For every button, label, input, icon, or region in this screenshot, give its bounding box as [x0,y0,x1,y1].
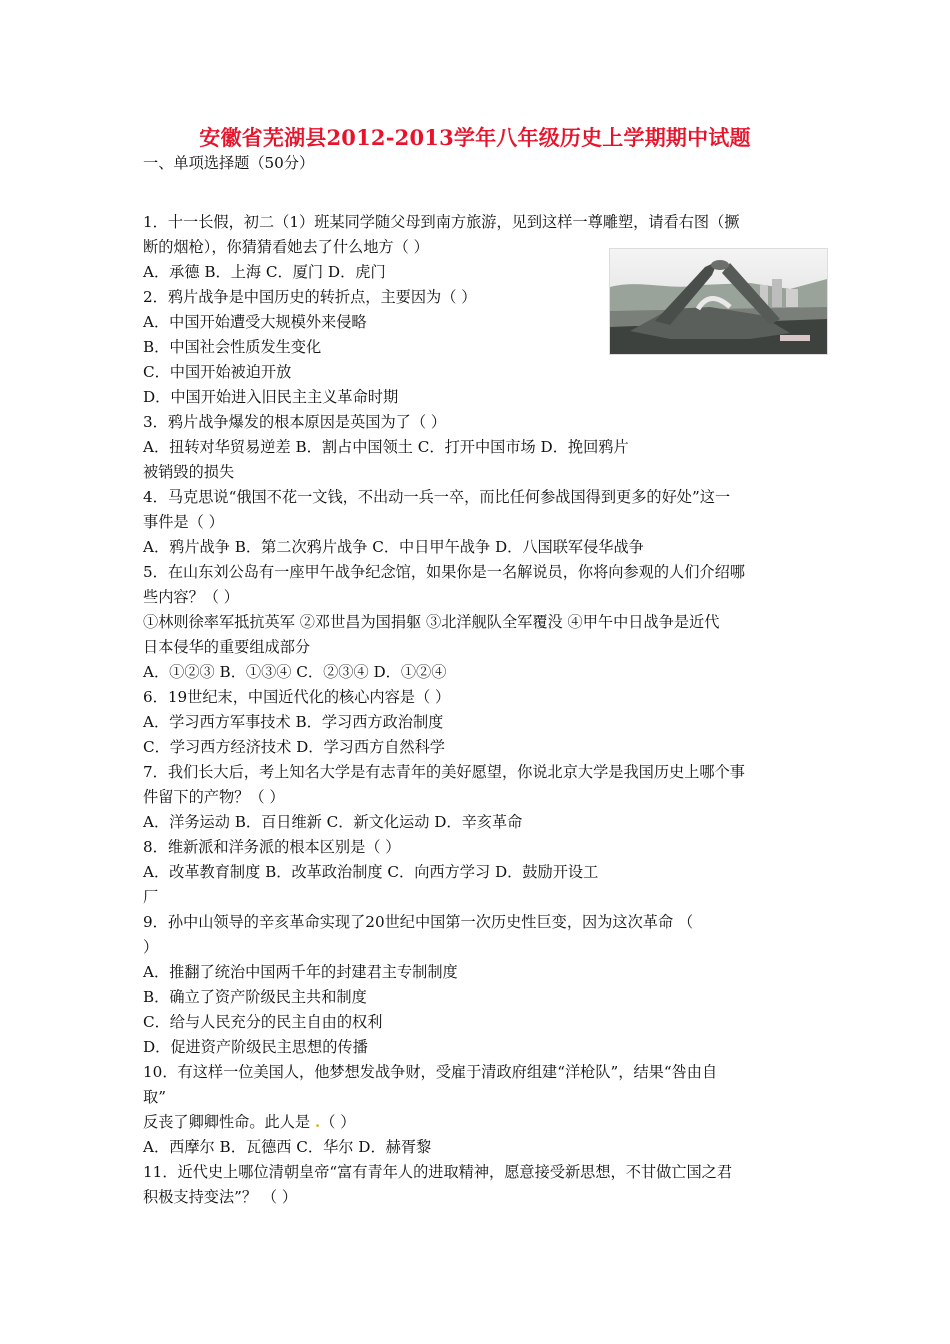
question-4-line-1: 4．马克思说“俄国不花一文钱，不出动一兵一卒，而比任何参战国得到更多的好处”这一 [143,488,731,506]
question-7-line-1: 7．我们长大后，考上知名大学是有志青年的美好愿望，你说北京大学是我国历史上哪个事 [143,763,745,781]
question-5-line-2: 些内容？（ ） [143,588,239,606]
question-8-options-cont: 厂 [143,888,159,906]
question-2-stem: 2．鸦片战争是中国历史的转折点，主要因为（ ） [143,288,477,306]
question-2-option-a: A．中国开始遭受大规模外来侵略 [143,313,367,331]
broken-opium-pipe-sculpture-photo [609,248,828,355]
question-10-line-2: 取” [143,1088,166,1106]
question-6-options-ab: A．学习西方军事技术 B．学习西方政治制度 [143,713,444,731]
question-5-items: ①林则徐率军抵抗英军 ②邓世昌为国捐躯 ③北洋舰队全军覆没 ④甲午中日战争是近代 [143,613,720,631]
question-2-option-c: C．中国开始被迫开放 [143,363,292,381]
question-9-option-b: B．确立了资产阶级民主共和制度 [143,988,367,1006]
question-10-options: A．西摩尔 B．瓦德西 C．华尔 D．赫胥黎 [143,1138,432,1156]
question-7-options: A．洋务运动 B．百日维新 C．新文化运动 D．辛亥革命 [143,813,523,831]
question-2-option-b: B．中国社会性质发生变化 [143,338,322,356]
question-9-option-c: C．给与人民充分的民主自由的权利 [143,1013,383,1031]
question-5-items-cont: 日本侵华的重要组成部分 [143,638,311,656]
question-10-answer-blank: （ ） [320,1113,356,1131]
question-7-line-2: 件留下的产物？（ ） [143,788,285,806]
question-3-options: A．扭转对华贸易逆差 B．割占中国领土 C．打开中国市场 D．挽回鸦片 [143,438,629,456]
question-10-line-3-text: 反丧了卿卿性命。此人是 [143,1113,315,1131]
question-11-line-1: 11．近代史上哪位清朝皇帝“富有青年人的进取精神，愿意接受新思想，不甘做亡国之君 [143,1163,733,1181]
stray-dot: . [314,1113,321,1131]
question-10-line-1: 10．有这样一位美国人，他梦想发战争财，受雇于清政府组建“洋枪队”，结果“咎由自 [143,1063,718,1081]
question-1-line-2: 断的烟枪），你猜猜看她去了什么地方（ ） [143,238,429,256]
section-heading: 一、单项选择题（50分） [143,154,315,172]
question-9-option-a: A．推翻了统治中国两千年的封建君主专制制度 [143,963,458,981]
question-9-line-1: 9．孙中山领导的辛亥革命实现了20世纪中国第一次历史性巨变，因为这次革命 （ [143,913,694,931]
question-3-options-cont: 被销毁的损失 [143,463,235,481]
question-3-stem: 3．鸦片战争爆发的根本原因是英国为了（ ） [143,413,447,431]
question-5-line-1: 5．在山东刘公岛有一座甲午战争纪念馆，如果你是一名解说员，你将向参观的人们介绍哪 [143,563,745,581]
question-8-stem: 8．维新派和洋务派的根本区别是（ ） [143,838,401,856]
question-8-options: A．改革教育制度 B．改革政治制度 C．向西方学习 D．鼓励开设工 [143,863,599,881]
question-10-line-3 [143,1111,355,1133]
question-5-options: A．①②③ B．①③④ C．②③④ D．①②④ [143,663,447,681]
question-4-options: A．鸦片战争 B．第二次鸦片战争 C．中日甲午战争 D．八国联军侵华战争 [143,538,644,556]
question-4-line-2: 事件是（ ） [143,513,224,531]
question-9-line-2: ） [143,938,159,956]
question-1-line-1: 1．十一长假，初二（1）班某同学随父母到南方旅游，见到这样一尊雕塑，请看右图（撅 [143,213,740,231]
question-11-line-2: 积极支持变法”？ （ ） [143,1188,298,1206]
question-6-options-cd: C．学习西方经济技术 D．学习西方自然科学 [143,738,445,756]
question-1-options: A．承德 B．上海 C．厦门 D．虎门 [143,263,386,281]
exam-title: 安徽省芜湖县2012-2013学年八年级历史上学期期中试题 [199,125,751,150]
question-9-option-d: D．促进资产阶级民主思想的传播 [143,1038,368,1056]
question-2-option-d: D．中国开始进入旧民主主义革命时期 [143,388,399,406]
question-6-stem: 6．19世纪末，中国近代化的核心内容是（ ） [143,688,451,706]
